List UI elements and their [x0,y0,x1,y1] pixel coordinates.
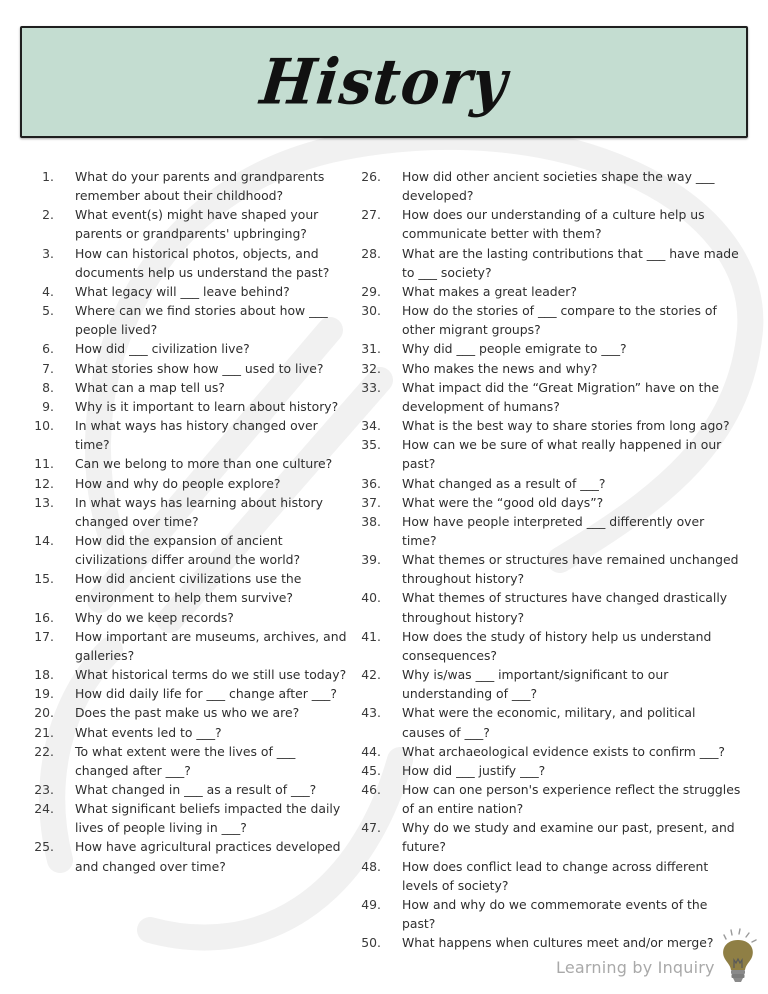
list-item [20,627,350,665]
question-list-left [20,167,350,876]
list-item [350,435,745,473]
list-item [350,205,745,243]
question-number: 14. [34,532,54,548]
list-item [350,339,745,358]
list-item [20,703,350,722]
question-text: How did ___ civilization live? [75,341,250,357]
question-number: 21. [34,724,54,740]
question-text: How does our understanding of a culture help us communicate better with them? [402,207,705,242]
list-item [350,780,745,818]
question-text: How does the study of history help us understand consequences? [402,628,712,663]
question-number: 4. [42,283,54,299]
list-item [20,244,350,282]
question-number: 24. [34,801,54,817]
question-number: 11. [34,456,54,472]
question-number: 47. [361,820,381,836]
list-item [350,818,745,856]
question-number: 32. [361,360,381,376]
question-text: What historical terms do we still use today? [75,667,347,683]
list-item [20,474,350,493]
list-item [350,857,745,895]
list-item [350,282,745,301]
list-item [350,627,745,665]
question-text: How have agricultural practices developed and changed over time? [75,839,341,874]
list-item [20,205,350,243]
question-number: 25. [34,839,54,855]
question-number: 37. [361,494,381,510]
question-number: 36. [361,475,381,491]
list-item [350,378,745,416]
question-text: How can historical photos, objects, and documents help us understand the past? [75,245,330,280]
list-item [20,301,350,339]
question-text: What archaeological evidence exists to confirm ___? [402,743,725,759]
question-text: What do your parents and grandparents remember about their childhood? [75,169,325,204]
question-text: What is the best way to share stories from long ago? [402,418,730,434]
question-number: 39. [361,552,381,568]
question-text: Why is/was ___ important/significant to our understanding of ___? [402,667,669,702]
question-text: How did the expansion of ancient civilizations differ around the world? [75,532,301,568]
question-text: What significant beliefs impacted the daily lives of people living in ___? [75,801,341,836]
list-item [20,282,350,301]
question-number: 20. [34,705,54,721]
question-text: How did other ancient societies shape the way ___ developed? [402,169,715,204]
question-text: What themes or structures have remained unchanged throughout history? [402,552,739,587]
question-text: How can one person's experience reflect the struggles of an entire nation? [402,782,741,817]
question-number: 22. [34,743,54,759]
question-number: 29. [361,283,381,299]
question-text: How and why do we commemorate events of the past? [402,896,708,932]
list-item [350,588,745,626]
list-item [20,167,350,205]
question-text: How did ancient civilizations use the environment to help them survive? [75,571,302,606]
question-number: 38. [361,513,381,529]
question-number: 42. [361,667,381,683]
question-text: Why did ___ people emigrate to ___? [402,341,627,357]
list-item [350,244,745,282]
list-item [20,454,350,473]
list-item [20,837,350,875]
question-number: 18. [34,667,54,683]
question-number: 12. [34,475,54,491]
list-item [20,569,350,607]
list-item [20,416,350,454]
list-item [20,780,350,799]
page-title: History [257,45,511,119]
question-text: How did ___ justify ___? [402,762,546,778]
question-text: What themes of structures have changed drastically throughout history? [402,590,728,625]
list-item [350,416,745,435]
question-text: How important are museums, archives, and galleries? [75,628,347,663]
question-list-right [350,167,745,952]
question-text: How have people interpreted ___ differently over time? [402,513,705,548]
question-number: 43. [361,705,381,721]
list-item [350,895,745,933]
question-text: Why do we keep records? [75,609,234,625]
question-number: 23. [34,782,54,797]
question-number: 30. [361,303,381,319]
question-number: 15. [34,571,54,587]
question-text: What were the “good old days”? [402,494,604,510]
list-item [350,703,745,741]
list-item [20,742,350,780]
question-number: 3. [42,245,54,261]
brand-label: Learning by Inquiry [556,958,715,977]
question-number: 35. [361,437,381,453]
question-number: 1. [42,169,54,184]
question-number: 45. [361,762,381,778]
question-number: 40. [361,590,381,606]
list-item [20,684,350,703]
question-text: Why do we study and examine our past, present, and future? [402,820,735,855]
question-number: 16. [34,609,54,625]
question-number: 7. [42,360,54,376]
question-number: 13. [34,494,54,510]
question-number: 27. [361,207,381,223]
question-number: 34. [361,418,381,434]
question-text: Can we belong to more than one culture? [75,456,333,472]
question-text: What were the economic, military, and political causes of ___? [402,705,696,740]
question-text: How can we be sure of what really happened in our past? [402,437,722,472]
question-number: 41. [361,628,381,644]
question-number: 10. [34,418,54,434]
list-item [20,665,350,684]
list-item [350,550,745,588]
question-text: Who makes the news and why? [402,360,598,376]
list-item [350,359,745,378]
list-item [350,167,745,205]
list-item [20,493,350,531]
question-text: What legacy will ___ leave behind? [75,283,290,299]
question-number: 26. [361,169,381,184]
question-number: 31. [361,341,381,357]
question-text: In what ways has history changed over time? [75,418,318,453]
question-text: How did daily life for ___ change after ___? [75,686,337,702]
question-number: 19. [34,686,54,702]
lightbulb-icon [716,926,760,986]
list-item [20,339,350,358]
question-number: 17. [34,628,54,644]
question-number: 46. [361,782,381,797]
list-item [20,799,350,837]
list-item [20,378,350,397]
question-number: 49. [361,896,381,912]
question-text: What are the lasting contributions that ___ have made to ___ society? [402,245,739,280]
header-banner [20,26,748,138]
question-text: What stories show how ___ used to live? [75,360,324,376]
list-item [20,723,350,742]
question-text: What happens when cultures meet and/or merge? [402,935,714,951]
question-number: 8. [42,379,54,395]
question-text: What can a map tell us? [75,379,225,395]
question-text: How does conflict lead to change across different levels of society? [402,858,709,893]
question-text: In what ways has learning about history changed over time? [75,494,323,529]
list-item [20,359,350,378]
question-number: 9. [42,398,54,414]
question-number: 48. [361,858,381,874]
question-text: What event(s) might have shaped your parents or grandparents' upbringing? [75,207,319,242]
list-item [350,512,745,550]
question-text: How do the stories of ___ compare to the stories of other migrant groups? [402,303,717,338]
list-item [350,301,745,339]
question-number: 33. [361,379,381,395]
question-text: Where can we find stories about how ___ people lived? [75,303,328,338]
question-number: 50. [361,935,381,951]
list-item [350,742,745,761]
question-text: How and why do people explore? [75,475,281,491]
question-text: What makes a great leader? [402,283,577,299]
question-text: What changed as a result of ___? [402,475,606,491]
list-item [20,531,350,569]
question-text: What events led to ___? [75,724,222,740]
list-item [350,474,745,493]
question-number: 5. [42,303,54,319]
question-text: Why is it important to learn about history? [75,398,339,414]
question-text: Does the past make us who we are? [75,705,300,721]
list-item [20,397,350,416]
list-item [350,761,745,780]
question-text: To what extent were the lives of ___ changed after ___? [75,743,296,778]
list-item [350,493,745,512]
question-number: 6. [42,341,54,357]
list-item [20,608,350,627]
question-text: What changed in ___ as a result of ___? [75,782,317,797]
question-number: 2. [42,207,54,223]
question-number: 28. [361,245,381,261]
question-number: 44. [361,743,381,759]
list-item [350,665,745,703]
question-text: What impact did the “Great Migration” have on the development of humans? [402,379,720,414]
list-item [350,933,745,952]
